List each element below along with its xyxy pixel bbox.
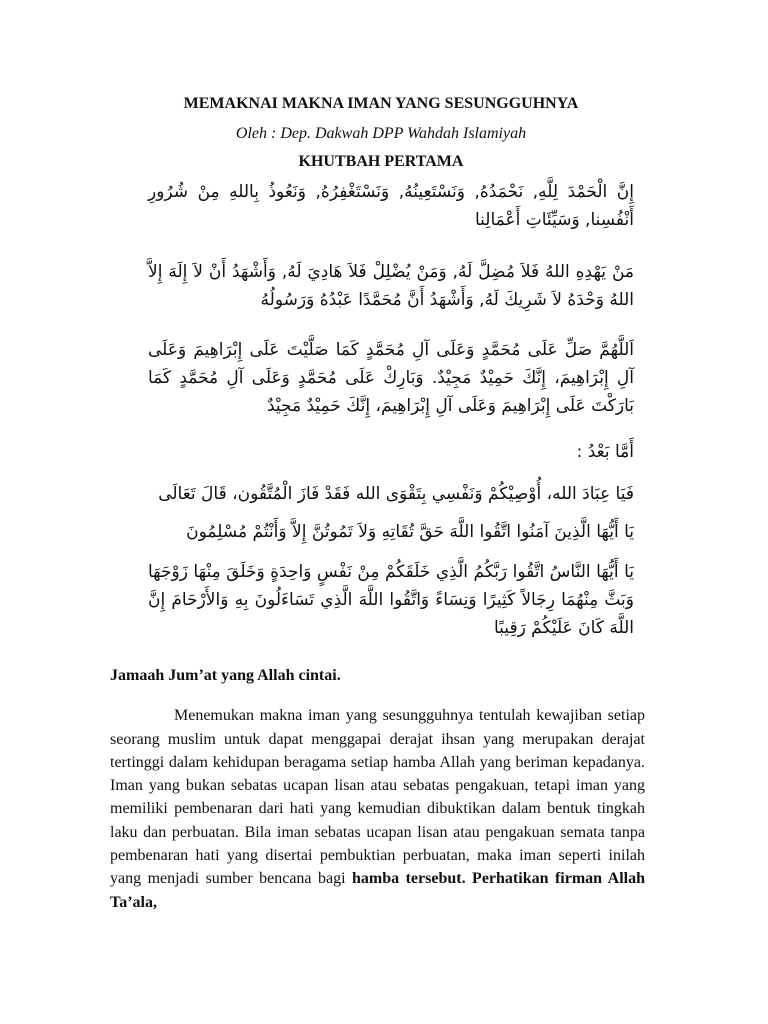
main-paragraph: [110, 704, 645, 914]
arabic-hamdalah: إِنَّ الْحَمْدَ لِلَّهِ, نَحْمَدُهُ, وَنَسْتَعِينُهُ, وَنَسْتَغْفِرُهُ, وَنَعُوذُ بِاللهِ مِنْ شُرُورِ أَنْفُسِنا, وَسَيِّئَاتِ أَعْمَالِنا: [148, 182, 634, 230]
arabic-ayat-an-nisa: يَا أَيُّهَا النَّاسُ اتَّقُوا رَبَّكُمُ الَّذِي خَلَقَكُمْ مِنْ نَفْسٍ وَاحِدَةٍ وَخَلَقَ مِنْهَا زَوْجَهَا وَبَثَّ مِنْهُمَا رِجَالاً كَثِيرًا وَنِسَاءً وَاتَّقُوا اللَّهَ الَّذِي تَسَاءَلُونَ بِهِ وَالأَرْحَامَ إِنَّ اللَّهَ كَانَ عَلَيْكُمْ رَقِيبًا: [148, 562, 634, 638]
arabic-amma-badu: أَمَّا بَعْدُ :: [576, 442, 634, 462]
arabic-syahadat: مَنْ يَهْدِهِ اللهُ فَلاَ مُضِلَّ لَهُ, وَمَنْ يُضْلِلْ فَلاَ هَادِيَ لَهُ, وَأَشْهَدُ أَنْ لاَ إِلَهَ إِلاَّ اللهُ وَحْدَهُ لاَ شَرِيكَ لَهُ, وَأَشْهَدُ أَنَّ مُحَمَّدًا عَبْدُهُ وَرَسُولُهُ: [148, 262, 634, 310]
congregation-greeting: Jamaah Jum’at yang Allah cintai.: [110, 667, 341, 684]
author-line: Oleh : Dep. Dakwah DPP Wahdah Islamiyah: [235, 125, 527, 142]
arabic-wasiat-taqwa: فَيَا عِبَادَ الله، أُوْصِيْكُمْ وَنَفْسِي بِتَقْوَى الله فَقَدْ فَازَ الْمُتَّقُون، قَالَ تَعَالَى: [158, 484, 634, 504]
paragraph-bold-tail: hamba tersebut. Perhatikan firman Allah Ta’ala,: [110, 870, 645, 911]
section-heading: KHUTBAH PERTAMA: [298, 153, 464, 170]
arabic-shalawat: اَللَّهُمَّ صَلِّ عَلَى مُحَمَّدٍ وَعَلَى آلِ مُحَمَّدٍ كَمَا صَلَّيْتَ عَلَى إِبْرَاهِيمَ وَعَلَى آلِ إِبْرَاهِيمَ، إِنَّكَ حَمِيْدٌ مَجِيْدٌ. وَبَارِكْ عَلَى مُحَمَّدٍ وَعَلَى آلِ مُحَمَّدٍ كَمَا بَارَكْتَ عَلَى إِبْرَاهِيمَ وَعَلَى آلِ إِبْرَاهِيمَ، إِنَّكَ حَمِيْدٌ مَجِيْدٌ: [148, 340, 634, 416]
document-page: [110, 90, 652, 172]
khutbah-body: [110, 664, 645, 914]
paragraph-text: Menemukan makna iman yang sesungguhnya tentulah kewajiban setiap seorang muslim untuk dapat menggapai derajat ihsan yang merupakan derajat tertinggi dalam kehidupan beragama setiap hamba Allah yang beriman kepadanya. Iman yang bukan sebatas ucapan lisan atau sebatas pengakuan, tetapi iman yang memiliki pembenaran dari hati yang kemudian dibuktikan dalam bentuk tingkah laku dan perbuatan. Bila iman sebatas ucapan lisan atau pengakuan semata tanpa pembenaran hati yang disertai pembuktian perbuatan, maka iman seperti inilah yang menjadi sumber bencana bagi: [110, 707, 645, 888]
document-title: MEMAKNAI MAKNA IMAN YANG SESUNGGUHNYA: [183, 95, 579, 112]
arabic-ayat-ali-imran: يَا أَيُّهَا الَّذِينَ آمَنُوا اتَّقُوا اللَّهَ حَقَّ تُقَاتِهِ وَلاَ تَمُوتُنَّ إِلاَّ وَأَنْتُمْ مُسْلِمُونَ: [186, 522, 634, 542]
